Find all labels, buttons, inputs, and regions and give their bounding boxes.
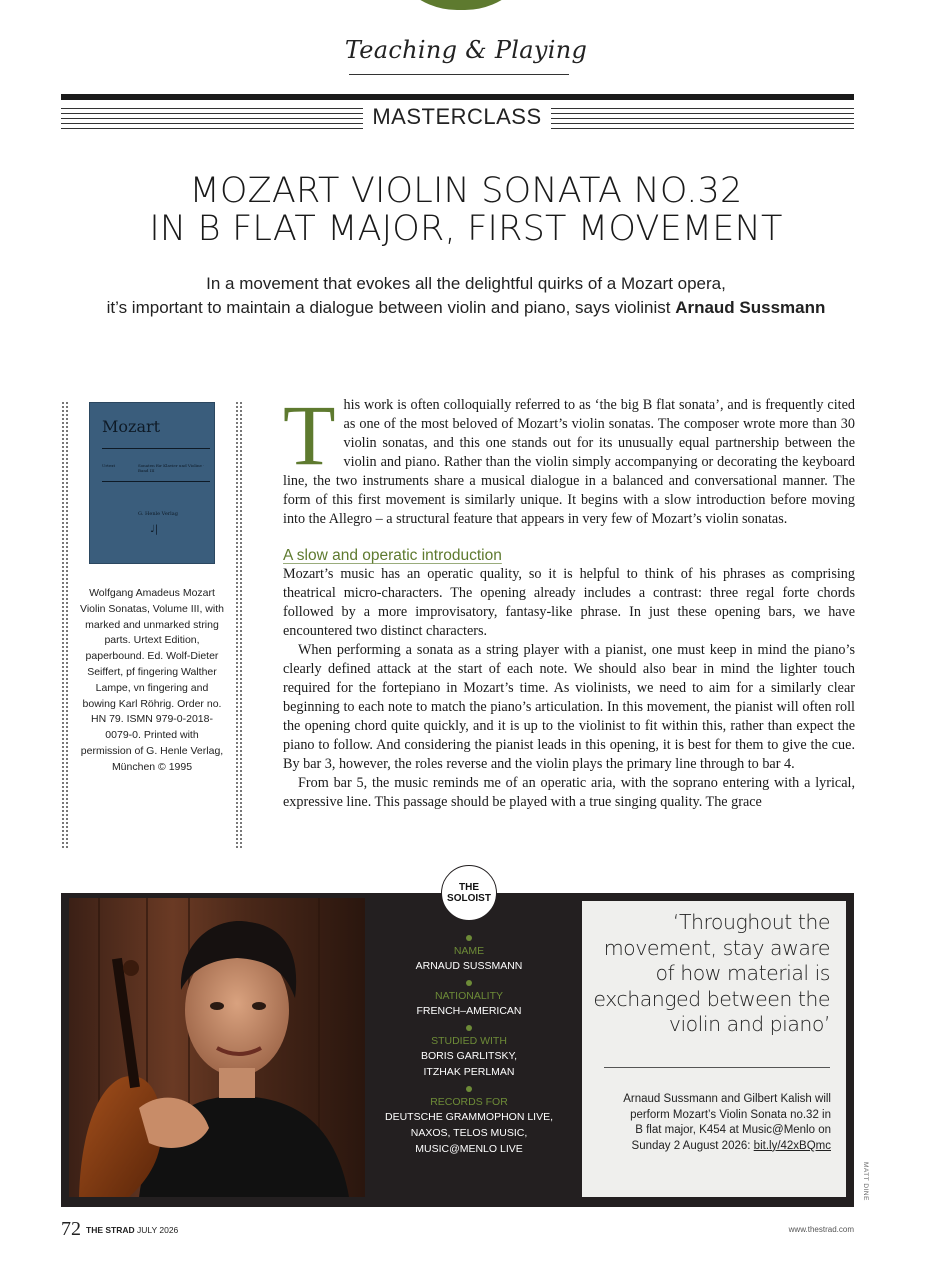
book-publisher: G. Henle Verlag (138, 511, 178, 517)
sidebar-dots-left-2 (66, 402, 68, 848)
book-caption: Wolfgang Amadeus Mozart Violin Sonatas, Volume III, with marked and unmarked string parts. Urtext Edition, paperbound. Ed. Wolf-Dieter Seiffert, pf fingering Walther Lampe, vn fingering and bowing Karl Röhrig. Order no. HN 79. ISMN 979-0-2018-0079-0. Printed with permission of G. Henle Verlag, München © 1995 (80, 587, 224, 773)
section-tab-disc (385, 0, 537, 10)
book-subtitle: Sonaten für Klavier und Violine · Band III (138, 463, 205, 473)
fact-value-studied: BORIS GARLITSKY, ITZHAK PERLMAN (420, 1050, 518, 1078)
article-body (283, 387, 855, 812)
website-link[interactable]: www.thestrad.com (788, 1225, 854, 1234)
bullet-icon (466, 935, 472, 941)
fact-label-name: NAME (453, 945, 485, 957)
section-heading: Teaching & Playing (344, 36, 588, 64)
paragraph-2: Mozart’s music has an operatic quality, so it is helpful to think of his phrases as comprising theatrical micro-characters. The opening already includes a contrast: three regal forte chords followed by a more improvisatory, fantasy-like phrase. In just these opening bars, we have encountered two distinct characters. (283, 566, 855, 639)
standfirst (40, 272, 892, 320)
book-title: Mozart (102, 417, 161, 436)
masterclass-lines-right (551, 108, 854, 130)
fact-label-studied: STUDIED WITH (431, 1035, 507, 1047)
bullet-icon (466, 1025, 472, 1031)
portrait-illustration (69, 898, 365, 1197)
sidebar-dots-right (236, 402, 238, 848)
magazine-issue (86, 1225, 178, 1235)
author-name: Arnaud Sussmann (675, 298, 826, 317)
title-line-1: MOZART VIOLIN SONATA NO.32 (189, 171, 743, 211)
book-rule-2 (102, 481, 210, 482)
standfirst-line-1: In a movement that evokes all the delightful quirks of a Mozart opera, (206, 274, 726, 293)
sidebar-dots-left (62, 402, 64, 848)
subheading: A slow and operatic introduction (283, 547, 502, 564)
book-rule (102, 448, 210, 449)
badge-line-2: SOLOIST (447, 893, 491, 904)
bullet-icon (466, 1086, 472, 1092)
paragraph-1: his work is often colloquially referred to as ‘the big B flat sonata’, and is frequently cited as one of the most beloved of Mozart’s violin sonatas. The composer wrote more than 30 violin sonatas, and this one stands out for its unusually equal partnership between the violin and piano. Rather than the violin simply accompanying or decorating the keyboard line, the two instruments share a musical dialogue in a balanced and conversational manner. The form of this first movement is similarly unique. It begins with a slow introduction before moving into the Allegro – a structural feature that appears in very few of Mozart’s violin sonatas. (283, 397, 855, 527)
performance-note (620, 1092, 831, 1154)
paragraph-4: From bar 5, the music reminds me of an operatic aria, with the soprano entering with a lyrical, expressive line. This passage should be played with a true singing quality. The grace (283, 775, 855, 810)
magazine-name: THE STRAD (86, 1225, 135, 1235)
sidebar-dots-right-2 (240, 402, 242, 848)
masterclass-lines-left (61, 108, 363, 130)
fact-value-nationality: FRENCH–AMERICAN (416, 1005, 522, 1017)
quote-divider (604, 1067, 830, 1068)
performance-text: Arnaud Sussmann and Gilbert Kalish will perform Mozart’s Violin Sonata no.32 in B flat major, K454 at Music@Menlo on Sunday 2 August 2026: (623, 1093, 831, 1152)
fact-label-nationality: NATIONALITY (434, 990, 504, 1002)
page-number: 72 (61, 1218, 81, 1240)
masterclass-label: MASTERCLASS (372, 104, 542, 129)
performance-link[interactable]: bit.ly/42xBQmc (753, 1139, 831, 1152)
soloist-facts (380, 935, 558, 1163)
soloist-badge (441, 865, 497, 921)
publisher-logo-icon: ♩| (150, 524, 159, 535)
title-line-2: IN B FLAT MAJOR, FIRST MOVEMENT (149, 209, 783, 249)
issue-date: JULY 2026 (134, 1225, 179, 1235)
fact-value-records: DEUTSCHE GRAMMOPHON LIVE, NAXOS, TELOS MUSIC, MUSIC@MENLO LIVE (384, 1111, 554, 1155)
standfirst-text: it’s important to maintain a dialogue between violin and piano, says violinist (106, 298, 676, 317)
badge-line-1: THE (459, 882, 479, 893)
standfirst-line-2 (40, 296, 892, 320)
pull-quote: ‘Throughout the movement, stay aware of how material is exchanged between the violin and piano’ (593, 910, 830, 1036)
section-underline (349, 74, 569, 75)
header-rule (61, 94, 854, 100)
fact-label-records: RECORDS FOR (430, 1096, 508, 1108)
fact-value-name: ARNAUD SUSSMANN (415, 960, 523, 972)
drop-cap: T (283, 387, 336, 483)
paragraph-3: When performing a sonata as a string player with a pianist, one must keep in mind the piano’s clearly defined attack at the start of each note. We should also bear in mind the lighter touch required for the fortepiano in Mozart’s time. As violinists, we need to aim for a similarly clear beginning to each note to match the piano’s articulation. In this movement, the pianist will often roll the opening chord quite quickly, and it is up to the violinist to fit within this, rather than expect the piano to follow. And considering the pianist leads in this opening, it is best for them to give the cue. By bar 3, however, the roles reverse and the violin plays the primary line through to bar 4. (283, 642, 855, 772)
article-title (40, 172, 892, 248)
book-cover-image (89, 402, 215, 564)
bullet-icon (466, 980, 472, 986)
photo-credit: MATT DINE (862, 1162, 869, 1201)
book-urtext: Urtext (102, 463, 116, 468)
soloist-photo (69, 898, 365, 1197)
